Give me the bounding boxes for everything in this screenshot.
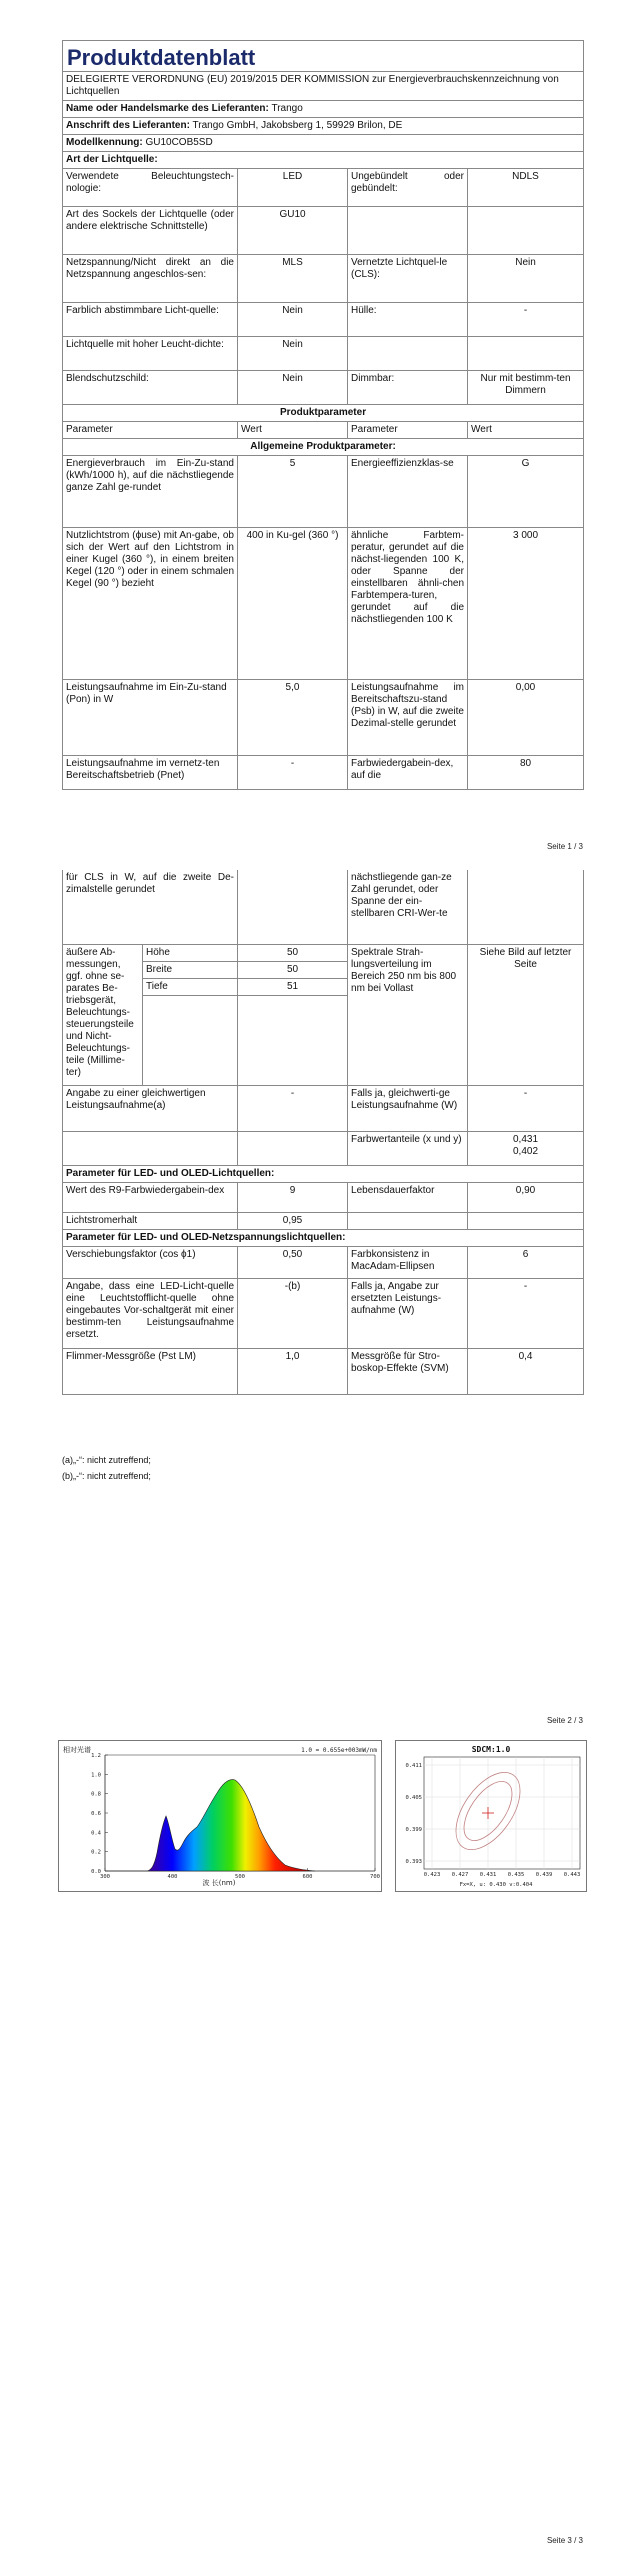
col-header-parameter: Parameter <box>63 422 238 439</box>
cell-label: Farbwertanteile (x und y) <box>348 1131 468 1165</box>
col-header-value: Wert <box>238 422 348 439</box>
height-value: 50 <box>238 944 348 961</box>
sdcm-xtick-label: 0.435 <box>507 1872 525 1878</box>
cell-empty <box>238 995 348 1085</box>
cell-label: Flimmer-Messgröße (Pst LM) <box>63 1348 238 1394</box>
cell-value: NDLS <box>468 169 584 207</box>
page-1 <box>0 0 637 870</box>
spectrum-label: Spektrale Strah-lungsverteilung im Bereich 250 nm bis 800 nm bei Vollast <box>348 944 468 1085</box>
cell-label: Ungebündelt oder gebündelt: <box>348 169 468 207</box>
led-heading: Parameter für LED- und OLED-Lichtquellen: <box>63 1165 584 1182</box>
width-label: Breite <box>143 961 238 978</box>
cell-label: Lichtstromerhalt <box>63 1212 238 1229</box>
page-title: Produktdatenblatt <box>63 41 584 72</box>
spectrum-ytick-label: 0.2 <box>91 1849 101 1856</box>
spectrum-formula: 1.0 = 0.655e+003mW/nm <box>301 1747 377 1754</box>
spectrum-ytick-label: 1.2 <box>91 1753 101 1759</box>
cell-value: GU10 <box>238 207 348 255</box>
type-heading: Art der Lichtquelle: <box>63 152 584 169</box>
spectrum-figure <box>58 1740 382 1892</box>
model-label: Modellkennung: <box>66 137 143 148</box>
cell-value: -(b) <box>238 1278 348 1348</box>
spectrum-xtick-label: 500 <box>235 1874 245 1880</box>
cell-label: Angabe zu einer gleichwertigen Leistungsaufnahme(a) <box>63 1085 238 1131</box>
sdcm-caption: Fx=X, u: 0.430 v:0.404 <box>459 1882 533 1888</box>
cell-label: Hülle: <box>348 303 468 337</box>
spectrum-curve <box>105 1780 315 1871</box>
spectrum-ytick-label: 0.6 <box>91 1811 101 1817</box>
cell-label: Lichtquelle mit hoher Leucht-dichte: <box>63 337 238 371</box>
cell-empty <box>468 207 584 255</box>
address-row <box>63 118 584 135</box>
page-number: Seite 1 / 3 <box>546 842 583 851</box>
footnote-a: (a)„-“: nicht zutreffend; <box>62 1455 151 1465</box>
cell-value: - <box>238 1085 348 1131</box>
spectrum-xtick-label: 300 <box>100 1874 110 1880</box>
cell-label: Farbkonsistenz in MacAdam-Ellipsen <box>348 1246 468 1278</box>
spectrum-xtick-label: 600 <box>302 1874 313 1880</box>
cell-empty <box>143 995 238 1085</box>
cell-label: Wert des R9-Farbwiedergabein-dex <box>63 1182 238 1212</box>
page-number: Seite 3 / 3 <box>546 2536 583 2545</box>
spectrum-ytick-label: 0.4 <box>91 1830 101 1837</box>
model-row <box>63 135 584 152</box>
footnote-b: (b)„-“: nicht zutreffend; <box>62 1471 151 1481</box>
sdcm-xtick-label: 0.431 <box>479 1872 497 1878</box>
depth-value: 51 <box>238 978 348 995</box>
sdcm-title: SDCM:1.0 <box>471 1745 511 1754</box>
cell-label: Netzspannung/Nicht direkt an die Netzspannung angeschlos-sen: <box>63 255 238 303</box>
cell-value: 400 in Ku-gel (360 °) <box>238 528 348 680</box>
cell-empty <box>468 1212 584 1229</box>
cell-value: 5 <box>238 456 348 528</box>
cell-value: - <box>468 303 584 337</box>
cell-empty <box>348 1212 468 1229</box>
general-heading: Allgemeine Produktparameter: <box>63 439 584 456</box>
cell-label: Angabe, dass eine LED-Licht-quelle eine Leuchtstofflicht-quelle ohne eingebautes Vor-schaltgerät mit einer bestimm-ten Leistungsaufnahme ersetzt. <box>63 1278 238 1348</box>
page-3 <box>0 1740 637 2560</box>
supplier-row <box>63 101 584 118</box>
cell-label: für CLS in W, auf die zweite De-zimalstelle gerundet <box>63 870 238 944</box>
sdcm-xticks <box>424 1872 581 1878</box>
cell-value: 0,431 0,402 <box>468 1131 584 1165</box>
mains-heading: Parameter für LED- und OLED-Netzspannungslichtquellen: <box>63 1229 584 1246</box>
width-value: 50 <box>238 961 348 978</box>
depth-label: Tiefe <box>143 978 238 995</box>
cell-label: Falls ja, gleichwerti-ge Leistungsaufnahme (W) <box>348 1085 468 1131</box>
datasheet-table-p2 <box>62 870 584 1395</box>
cell-value: 80 <box>468 756 584 790</box>
cell-label: Blendschutzschild: <box>63 371 238 405</box>
col-header-value: Wert <box>468 422 584 439</box>
page-number: Seite 2 / 3 <box>546 1716 583 1725</box>
cell-label: Leistungsaufnahme im Ein-Zu-stand (Pon) in W <box>63 680 238 756</box>
spectrum-value: Siehe Bild auf letzter Seite <box>468 944 584 1085</box>
cell-value: 6 <box>468 1246 584 1278</box>
supplier-label: Name oder Handelsmarke des Lieferanten: <box>66 103 269 114</box>
cell-label: Farblich abstimmbare Licht-quelle: <box>63 303 238 337</box>
spectrum-ytick-label: 0.0 <box>91 1869 101 1875</box>
datasheet-table-p1 <box>62 40 584 790</box>
cell-empty <box>238 1131 348 1165</box>
cell-label: Energieeffizienzklas-se <box>348 456 468 528</box>
dimensions-label: äußere Ab-messungen, ggf. ohne se-parates Be-triebsgerät, Beleuchtungs-steuerungsteile und Nicht-Beleuchtungs-teile (Millime-ter) <box>63 944 143 1085</box>
cell-empty <box>238 870 348 944</box>
cell-empty <box>468 870 584 944</box>
cell-label: ähnliche Farbtem-peratur, gerundet auf die nächst-liegenden 100 K, oder Spanne der einstellbaren ähnli-chen Farbtempera-turen, gerundet auf die nächstliegenden 100 K <box>348 528 468 680</box>
sdcm-ytick-label: 0.399 <box>405 1827 422 1833</box>
spectrum-xtick-label: 700 <box>370 1874 380 1880</box>
spectrum-svg <box>59 1741 381 1891</box>
cell-label: Dimmbar: <box>348 371 468 405</box>
cell-label: Energieverbrauch im Ein-Zu-stand (kWh/1000 h), auf die nächstliegende ganze Zahl ge-rundet <box>63 456 238 528</box>
sdcm-xtick-label: 0.443 <box>563 1872 581 1878</box>
sdcm-figure <box>395 1740 587 1892</box>
params-heading: Produktparameter <box>63 405 584 422</box>
cell-empty <box>63 1131 238 1165</box>
regulation-text: DELEGIERTE VERORDNUNG (EU) 2019/2015 DER KOMMISSION zur Energieverbrauchskennzeichnung von Lichtquellen <box>63 72 584 101</box>
cell-label: Leistungsaufnahme im Bereitschaftszu-stand (Psb) in W, auf die zweite Dezimal-stelle gerundet <box>348 680 468 756</box>
cell-value: Nur mit bestimm-ten Dimmern <box>468 371 584 405</box>
sdcm-xtick-label: 0.423 <box>423 1872 441 1878</box>
cell-label: Falls ja, Angabe zur ersetzten Leistungs-aufnahme (W) <box>348 1278 468 1348</box>
spectrum-ytick-label: 0.8 <box>91 1791 101 1798</box>
cell-value: - <box>238 756 348 790</box>
model-value: GU10COB5SD <box>145 137 213 148</box>
cell-value: 0,95 <box>238 1212 348 1229</box>
cell-label: Leistungsaufnahme im vernetz-ten Bereitschaftsbetrieb (Pnet) <box>63 756 238 790</box>
cell-label: Vernetzte Lichtquel-le (CLS): <box>348 255 468 303</box>
cell-empty <box>348 207 468 255</box>
address-value: Trango GmbH, Jakobsberg 1, 59929 Brilon, DE <box>192 120 403 131</box>
cell-value: LED <box>238 169 348 207</box>
sdcm-xtick-label: 0.439 <box>535 1872 553 1878</box>
sdcm-svg <box>396 1741 586 1891</box>
spectrum-yticks <box>91 1753 108 1875</box>
cell-label: Verwendete Beleuchtungstech-nologie: <box>63 169 238 207</box>
sdcm-ytick-label: 0.405 <box>405 1795 422 1801</box>
cell-label: Messgröße für Stro-boskop-Effekte (SVM) <box>348 1348 468 1394</box>
cell-empty <box>468 337 584 371</box>
cell-value: 5,0 <box>238 680 348 756</box>
cell-value: G <box>468 456 584 528</box>
cell-label: Art des Sockels der Lichtquelle (oder andere elektrische Schnittstelle) <box>63 207 238 255</box>
cell-label: nächstliegende gan-ze Zahl gerundet, oder Spanne der ein-stellbaren CRI-Wer-te <box>348 870 468 944</box>
cell-value: 0,90 <box>468 1182 584 1212</box>
page-2 <box>0 870 637 1740</box>
cell-value: 0,4 <box>468 1348 584 1394</box>
cell-value: - <box>468 1278 584 1348</box>
col-header-parameter: Parameter <box>348 422 468 439</box>
spectrum-ylabel: 相对光谱 <box>63 1746 91 1754</box>
cell-value: MLS <box>238 255 348 303</box>
spectrum-xlabel: 波 长(nm) <box>202 1879 236 1887</box>
cell-label: Nutzlichtstrom (ϕuse) mit An-gabe, ob sich der Wert auf den Lichtstrom in einer Kugel (360 °), in einem breiten Kegel (120 °) oder in einem schmalen Kegel (90 °) bezieht <box>63 528 238 680</box>
sdcm-yticks <box>405 1763 422 1865</box>
spectrum-xtick-label: 400 <box>167 1874 178 1880</box>
cell-label: Farbwiedergabein-dex, auf die <box>348 756 468 790</box>
cell-value: Nein <box>238 371 348 405</box>
sdcm-ytick-label: 0.411 <box>405 1763 422 1769</box>
cell-value: 0,50 <box>238 1246 348 1278</box>
cell-value: 9 <box>238 1182 348 1212</box>
cell-value: 1,0 <box>238 1348 348 1394</box>
cell-label: Verschiebungsfaktor (cos ϕ1) <box>63 1246 238 1278</box>
cell-value: 0,00 <box>468 680 584 756</box>
cell-empty <box>348 337 468 371</box>
cell-value: Nein <box>238 337 348 371</box>
cell-value: 3 000 <box>468 528 584 680</box>
height-label: Höhe <box>143 944 238 961</box>
sdcm-xtick-label: 0.427 <box>451 1872 469 1878</box>
cell-label: Lebensdauerfaktor <box>348 1182 468 1212</box>
supplier-value: Trango <box>271 103 303 114</box>
sdcm-ytick-label: 0.393 <box>405 1859 422 1865</box>
cell-value: - <box>468 1085 584 1131</box>
address-label: Anschrift des Lieferanten: <box>66 120 190 131</box>
cell-value: Nein <box>468 255 584 303</box>
spectrum-ytick-label: 1.0 <box>91 1772 101 1779</box>
cell-value: Nein <box>238 303 348 337</box>
